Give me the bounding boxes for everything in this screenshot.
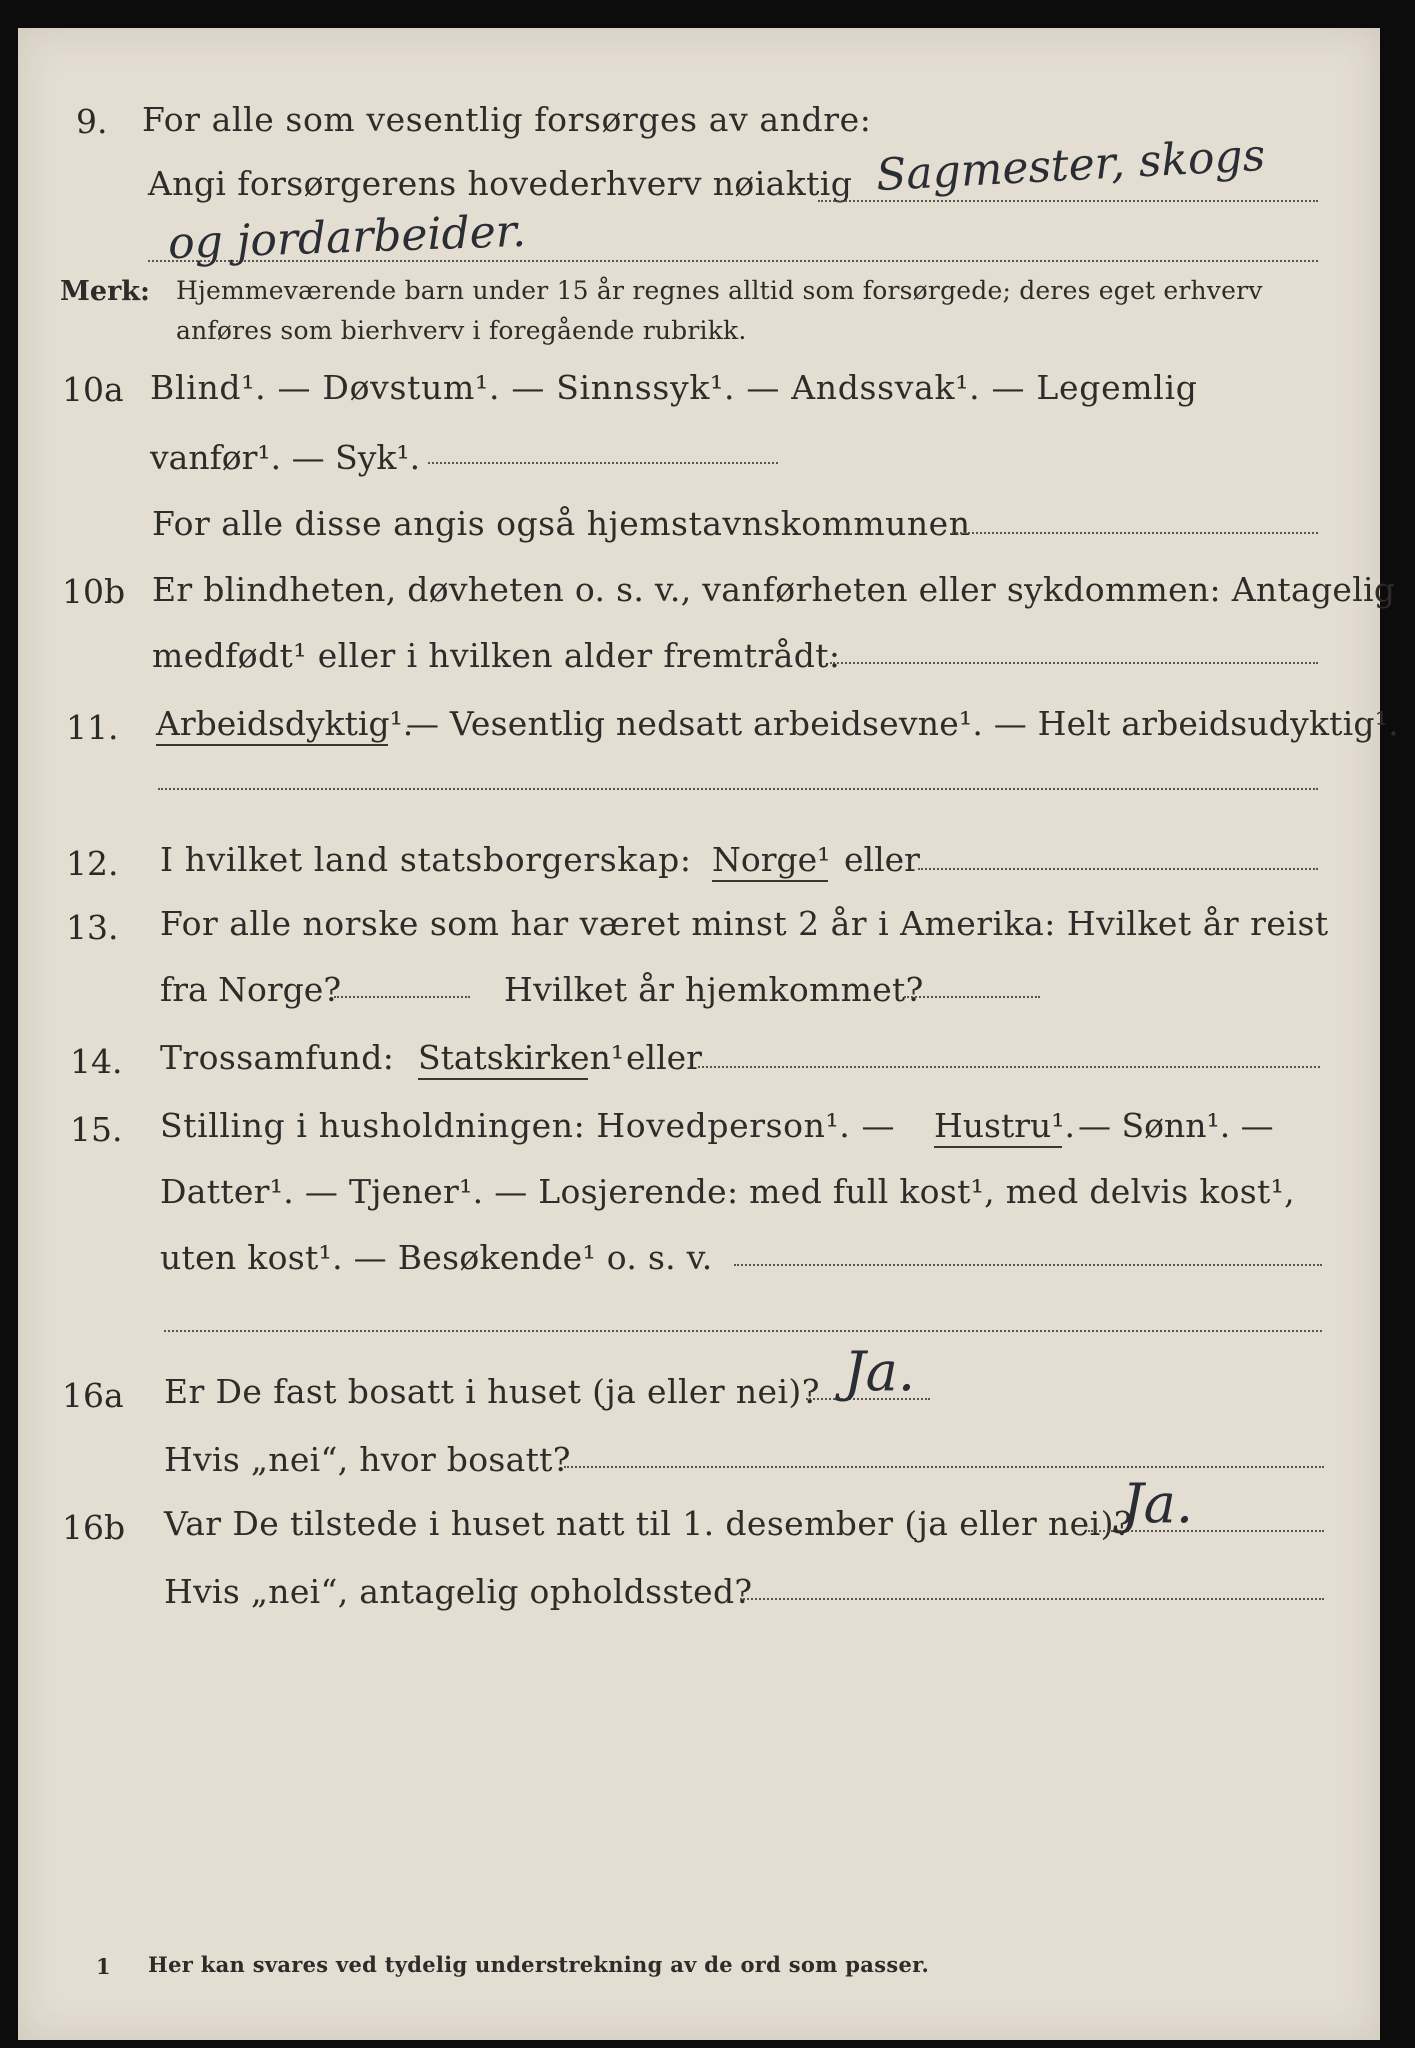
q10a-number: 10a	[62, 370, 124, 409]
q13-number: 13.	[66, 908, 119, 947]
q10b-line1: Er blindheten, døvheten o. s. v., vanførheten eller sykdommen: Antagelig	[152, 570, 1396, 609]
q14-underline	[418, 1078, 588, 1080]
q11-number: 11.	[66, 708, 119, 747]
q9-handwritten-answer-2: og jordarbeider.	[167, 205, 527, 270]
footnote-mark: 1	[96, 1954, 111, 1979]
q12-option-norge: Norge¹	[712, 840, 831, 879]
q15-underline	[934, 1146, 1062, 1148]
q9-handwritten-answer-1: Sagmester, skogs	[874, 129, 1267, 202]
q15-line2: Datter¹. — Tjener¹. — Losjerende: med full kost¹, med delvis kost¹,	[160, 1172, 1295, 1211]
q14-post: eller	[626, 1038, 702, 1077]
q15-option-hustru: Hustru¹.	[934, 1106, 1075, 1145]
q12-post: eller	[844, 840, 920, 879]
q14-number: 14.	[70, 1042, 123, 1081]
q16a-bosatt-line	[564, 1466, 1324, 1468]
q10a-kommune-line	[952, 532, 1318, 534]
q16a-handwritten-answer: Ja.	[844, 1340, 916, 1403]
q13-line1: For alle norske som har været minst 2 år i Amerika: Hvilket år reist	[160, 904, 1329, 943]
q11-rest: — Vesentlig nedsatt arbeidsevne¹. — Helt arbeidsudyktig¹.	[406, 704, 1399, 743]
q11-answer-line	[158, 788, 1318, 790]
q15-line3: uten kost¹. — Besøkende¹ o. s. v.	[160, 1238, 713, 1277]
q9-line2: Angi forsørgerens hovederhverv nøiaktig	[148, 164, 853, 203]
q10a-line3: For alle disse angis også hjemstavnskommunen	[152, 504, 971, 543]
q14-pre: Trossamfund:	[160, 1038, 395, 1077]
q10a-line1: Blind¹. — Døvstum¹. — Sinnssyk¹. — Andssvak¹. — Legemlig	[150, 368, 1198, 407]
merk-line2: anføres som bierhverv i foregående rubrikk.	[176, 316, 747, 345]
census-form-page	[18, 28, 1399, 2040]
merk-label: Merk:	[60, 276, 150, 307]
q10b-number: 10b	[62, 572, 126, 611]
footnote-text: Her kan svares ved tydelig understrekning av de ord som passer.	[148, 1952, 930, 1977]
q16b-handwritten-answer: Ja.	[1122, 1472, 1194, 1535]
q16a-line2: Hvis „nei“, hvor bosatt?	[164, 1440, 571, 1479]
q14-answer-line	[698, 1066, 1320, 1068]
q12-answer-line	[918, 868, 1318, 870]
merk-line1: Hjemmeværende barn under 15 år regnes alltid som forsørgede; deres eget erhverv	[176, 276, 1263, 305]
q10b-line2: medfødt¹ eller i hvilken alder fremtrådt:	[152, 636, 841, 675]
q10a-answer-line	[428, 462, 778, 464]
q15-line1-post: — Sønn¹. —	[1078, 1106, 1274, 1145]
q10a-line2: vanfør¹. — Syk¹.	[150, 438, 421, 477]
q16b-number: 16b	[62, 1508, 126, 1547]
q11-underline	[156, 744, 388, 746]
q13-reist-line	[334, 996, 470, 998]
q15-answer-line	[734, 1264, 1322, 1266]
q10b-answer-line	[830, 662, 1318, 664]
q12-number: 12.	[66, 844, 119, 883]
q16b-line2: Hvis „nei“, antagelig opholdssted?	[164, 1572, 753, 1611]
q13-line2b: Hvilket år hjemkommet?	[504, 970, 924, 1009]
q16a-line1: Er De fast bosatt i huset (ja eller nei)?	[164, 1372, 820, 1411]
q9-number: 9.	[76, 102, 108, 141]
q11-option-arbeidsdyktig: Arbeidsdyktig¹.	[156, 704, 414, 743]
q12-underline	[712, 880, 828, 882]
q15-answer-line-2	[164, 1330, 1322, 1332]
q16b-opholdssted-line	[740, 1598, 1324, 1600]
q9-line1: For alle som vesentlig forsørges av andre:	[142, 100, 872, 139]
q12-pre: I hvilket land statsborgerskap:	[160, 840, 692, 879]
q16b-line1: Var De tilstede i huset natt til 1. desember (ja eller nei)?	[164, 1504, 1132, 1543]
q15-number: 15.	[70, 1110, 123, 1149]
q13-hjemkommet-line	[904, 996, 1040, 998]
q14-option-statskirken: Statskirken¹	[418, 1038, 625, 1077]
q15-line1-pre: Stilling i husholdningen: Hovedperson¹. —	[160, 1106, 896, 1145]
q16a-number: 16a	[62, 1376, 124, 1415]
q13-line2a: fra Norge?	[160, 970, 342, 1009]
